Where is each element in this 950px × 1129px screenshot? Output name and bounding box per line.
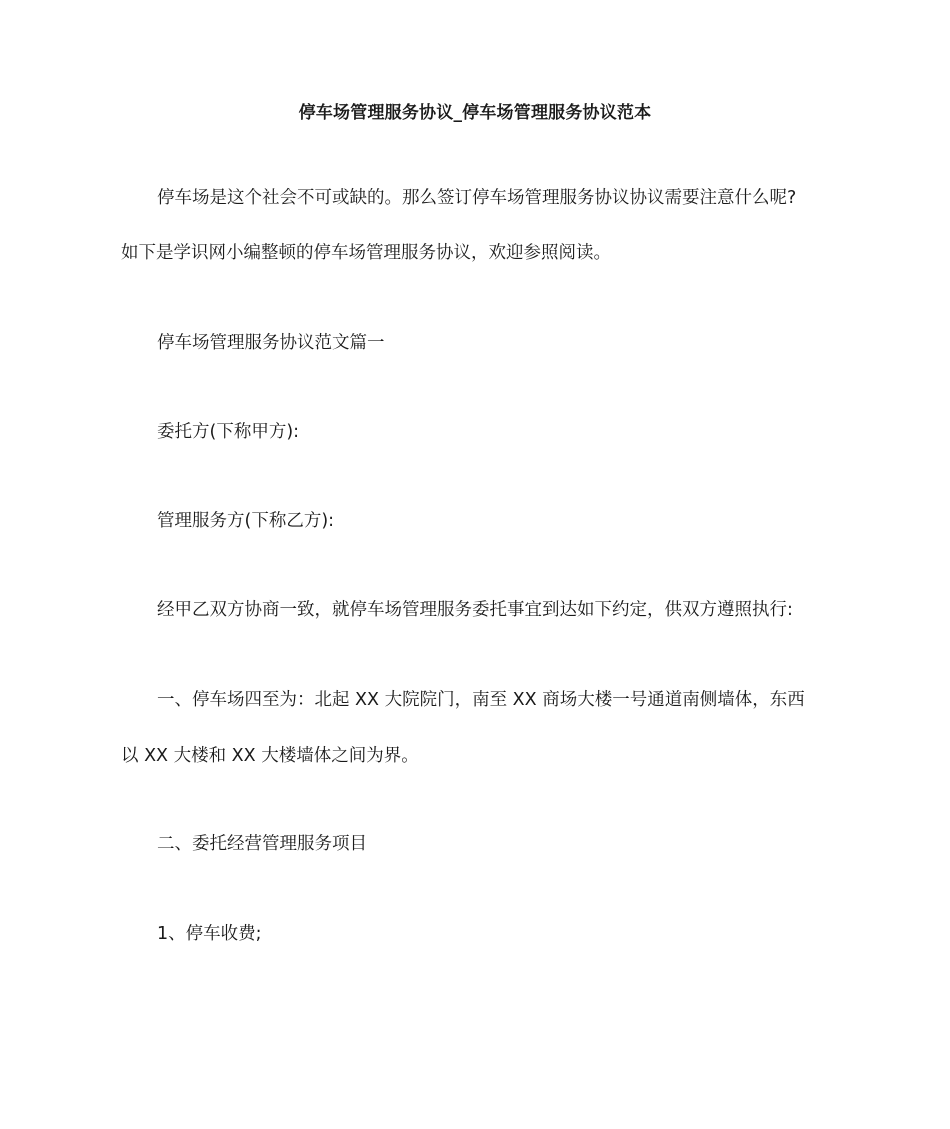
clause-1-line-2: 以 XX 大楼和 XX 大楼墙体之间为界。 <box>121 746 419 766</box>
agreement-preamble: 经甲乙双方协商一致，就停车场管理服务委托事宜到达如下约定，供双方遵照执行: <box>157 600 793 620</box>
clause-2-heading: 二、委托经营管理服务项目 <box>157 834 367 854</box>
clause-1-line-1: 一、停车场四至为：北起 XX 大院院门，南至 XX 商场大楼一号通道南侧墙体，东西 <box>157 690 805 710</box>
document-title: 停车场管理服务协议_停车场管理服务协议范本 <box>298 103 652 123</box>
paragraph-intro-line-2: 如下是学识网小编整顿的停车场管理服务协议，欢迎参照阅读。 <box>121 243 611 263</box>
clause-2-item-1: 1、停车收费; <box>157 924 262 944</box>
section-heading-template-one: 停车场管理服务协议范文篇一 <box>157 333 385 353</box>
party-b-label: 管理服务方(下称乙方): <box>157 511 335 531</box>
paragraph-intro-line-1: 停车场是这个社会不可或缺的。那么签订停车场管理服务协议协议需要注意什么呢? <box>157 188 797 208</box>
party-a-label: 委托方(下称甲方): <box>157 422 300 442</box>
